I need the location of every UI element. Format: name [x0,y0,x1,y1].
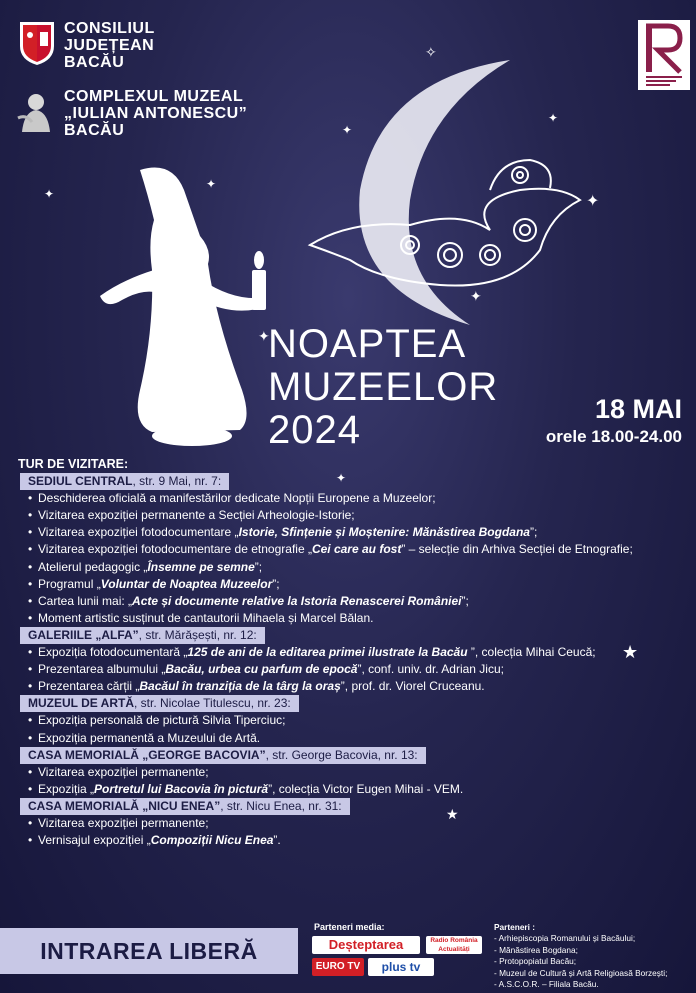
program-item-text: ”; [461,593,469,608]
star-icon: ✦ [206,177,217,191]
free-entry-banner: INTRAREA LIBERĂ [0,928,298,974]
star-icon: ✦ [586,193,600,210]
star-icon: ★ [622,642,639,662]
program-item-title: Acte și documente relative la Istoria Renascerei României [132,593,462,608]
program-item-text: Vizitarea expoziției permanente; [38,764,209,779]
partner-item: - A.S.C.O.R. – Filiala Bacău. [494,979,599,990]
program-item-title: Bacău, urbea cu parfum de epocă [165,662,358,677]
program-item-text: Cartea lunii mai: „ [38,593,133,608]
media-logo-plus-tv: plus tv [368,958,434,976]
program-item [28,576,686,593]
media-logo-desteptarea: Deșteptarea [312,936,420,954]
media-logo-radio-romania: Radio România Actualități [426,936,482,954]
star-icon: ✧ [425,44,437,60]
program-item [28,593,686,610]
program-item-text: ”, conf. univ. dr. Adrian Jicu; [357,662,504,677]
section-heading [20,747,426,764]
program-item-title: Istorie, Sfințenie și Moștenire: Mănăstirea Bogdana [238,525,530,540]
museum-line-2: „IULIAN ANTONESCU” [64,105,248,122]
section-address: , str. George Bacovia, nr. 13: [265,747,418,762]
section-address: , str. Nicolae Titulescu, nr. 23: [134,696,291,711]
program-item-title: Însemne pe semne [147,559,255,574]
council-line-3: BACĂU [64,54,125,71]
council-crest-icon [18,20,56,66]
star-icon: ✦ [342,123,353,137]
program-item [28,490,686,507]
partner-item: - Muzeul de Cultură și Artă Religioasă Borzești; [494,967,668,978]
event-hours: orele 18.00-24.00 [545,427,682,446]
section-name: GALERIILE „ALFA” [28,627,139,642]
program-item-text: Atelierul pedagogic „ [38,559,148,574]
program-item-title: Portretul lui Bacovia în pictură [94,781,269,796]
program-item-text: ”; [529,525,538,540]
council-name [64,20,155,71]
event-date: 18 MAI [594,394,682,424]
program-item-text: Expoziția „ [38,781,95,796]
program-item-text: Vernisajul expoziției „ [38,833,151,848]
program-item [28,610,686,627]
star-icon: ★ [446,806,459,822]
program-item-title: Cei care au fost [311,542,402,557]
star-icon: ✦ [44,187,55,201]
program-item-text: ”; [254,559,263,574]
program-item [28,832,686,849]
program-item [28,815,686,832]
program-item-title: Compoziții Nicu Enea [150,833,274,848]
event-year: 2024 [268,408,361,452]
program-item-text: ”, colecția Victor Eugen Mihai - VEM. [268,781,464,796]
program-item [28,781,686,798]
star-icon: ✦ [548,111,559,125]
program-item-text: ”; [272,576,280,591]
program-item [28,524,686,541]
program-item [28,661,686,678]
program-item [28,678,686,695]
program-item [28,730,686,747]
section-name: MUZEUL DE ARTĂ [28,696,134,711]
section-heading [20,798,350,815]
program-item-text: ”. [273,833,281,848]
partner-item: - Protopopiatul Bacău; [494,956,577,967]
program-item-text: Vizitarea expoziției permanente a Secției Arheologie-Istorie; [38,508,355,523]
star-icon: ✦ [470,288,482,304]
program-item-title: 125 de ani de la editarea primei ilustrate la Bacău [187,645,468,660]
section-address: , str. Mărășești, nr. 12: [138,627,257,642]
program-item-text: Expoziția personală de pictură Silvia Tiperciuc; [38,713,286,728]
section-address: , str. Nicu Enea, nr. 31: [220,798,342,813]
star-icon: ✦ [336,471,347,485]
museum-line-1: COMPLEXUL MUZEAL [64,88,244,105]
tour-label: TUR DE VIZITARE: [18,457,129,471]
council-line-1: CONSILIUL [64,20,155,37]
program-item-title: Voluntar de Noaptea Muzeelor [100,576,273,591]
program-item-text: ” – selecție din Arhiva Secției de Etnografie; [401,542,633,557]
program-item-text: Expoziția permanentă a Muzeului de Artă. [38,730,261,745]
program-item-title: Bacăul în tranziția de la târg la oraș [139,679,341,694]
museum-emblem-icon [14,88,58,134]
program-item-text: Vizitarea expoziției fotodocumentare de etnografie „ [38,542,312,557]
section-address: , str. 9 Mai, nr. 7: [132,474,222,489]
section-heading [20,473,229,490]
program-item-text: Moment artistic susținut de cantautorii Mihaela și Marcel Bălan. [38,610,374,625]
hooded-figure-silhouette [92,160,292,450]
program-item [28,507,686,524]
crescent-moon-illustration [290,40,590,340]
event-title-line-2: MUZEELOR [268,365,499,409]
partner-item: - Mănăstirea Bogdana; [494,944,578,955]
program-item [28,541,686,558]
museum-name [64,88,247,139]
program-item-text: Expoziția fotodocumentară „ [38,645,188,660]
program-item-text: Vizitarea expoziției permanente; [38,815,209,830]
program-item-text: Deschiderea oficială a manifestărilor dedicate Nopții Europene a Muzeelor; [38,491,436,506]
section-heading [20,695,299,712]
program-item-text: Vizitarea expoziției fotodocumentare „ [38,525,239,540]
program-item-text: ”, prof. dr. Viorel Cruceanu. [340,679,485,694]
program [14,456,686,849]
section-name: SEDIUL CENTRAL [28,474,133,489]
event-title-line-1: NOAPTEA [268,322,467,366]
program-sections [14,473,686,849]
star-icon: ✦ [258,328,270,344]
section-heading [20,627,265,644]
section-name: CASA MEMORIALĂ „NICU ENEA” [28,798,221,813]
section-name: CASA MEMORIALĂ „GEORGE BACOVIA” [28,747,266,762]
program-item-text: ”, colecția Mihai Ceucă; [467,645,596,660]
media-logo-euro-tv: EURO TV [312,958,364,976]
council-line-2: JUDEȚEAN [64,37,155,54]
museum-network-logo [638,20,690,90]
museum-line-3: BACĂU [64,122,125,139]
program-item [28,712,686,729]
program-item-text: Prezentarea albumului „ [38,662,166,677]
program-item [28,559,686,576]
partners-label: Parteneri : [494,922,536,932]
partners-list [494,922,694,990]
program-item [28,644,686,661]
program-item [28,764,686,781]
media-partners-label: Parteneri media: [314,922,385,932]
program-item-text: Prezentarea cărții „ [38,679,140,694]
partner-item: - Arhiepiscopia Romanului și Bacăului; [494,933,636,944]
program-item-text: Programul „ [38,576,101,591]
